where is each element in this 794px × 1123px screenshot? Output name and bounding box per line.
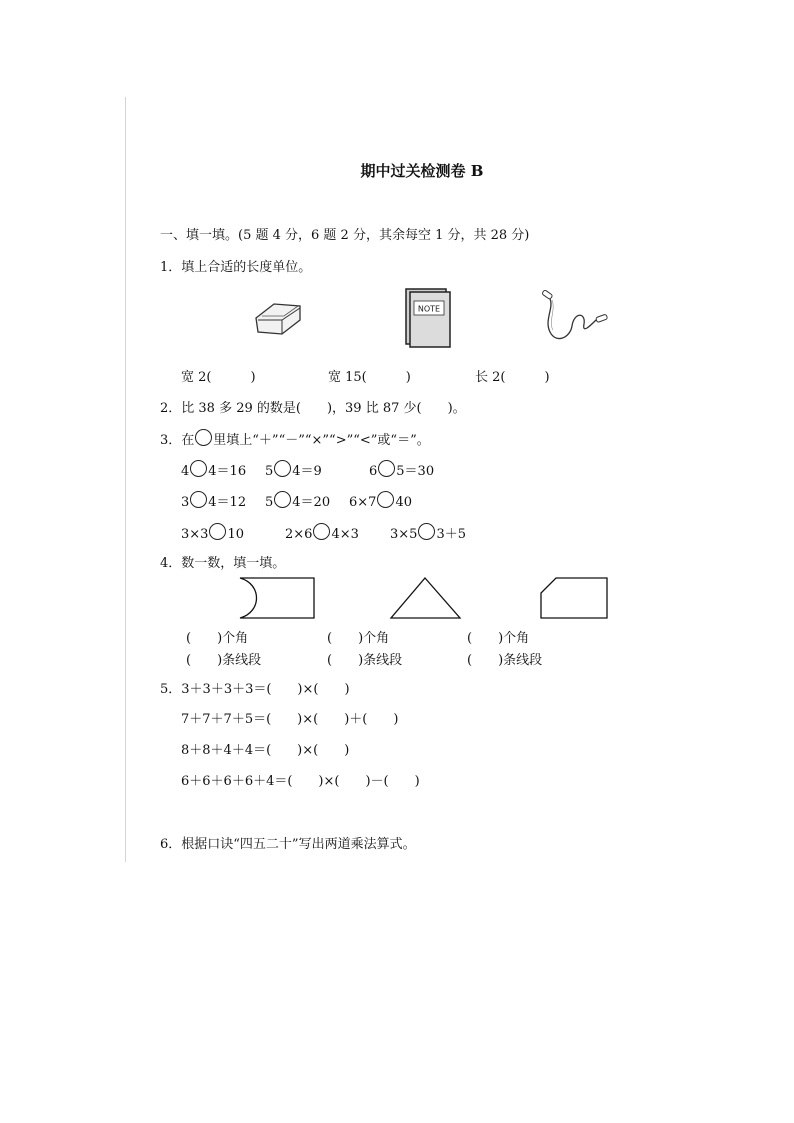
question-1-answer-rope: 长 2( ) [475, 370, 550, 385]
notebook-icon [404, 287, 452, 349]
q3-expr: 3×5 3＋5 [390, 523, 466, 542]
question-4-prompt: 4．数一数，填一填。 [160, 556, 286, 571]
question-3-prompt: 3．在 里填上“＋”“－”“×”“>”“<”或“＝”。 [160, 429, 430, 448]
question-5-line-4: 6＋6＋6＋6＋4＝( )×( )－( ) [181, 774, 420, 789]
question-1-prompt: 1．填上合适的长度单位。 [160, 260, 312, 275]
jump-rope-icon [540, 290, 610, 346]
question-1-answer-eraser: 宽 2( ) [181, 370, 256, 385]
q4-segment-blank-1: ( )条线段 [186, 653, 262, 668]
q4-angle-blank-2: ( )个角 [327, 631, 390, 646]
question-5-line-2: 7＋7＋7＋5＝( )×( )＋( ) [181, 712, 399, 727]
notebook-cover-text: NOTE [417, 304, 441, 314]
section-heading: 一、填一填。(5 题 4 分，6 题 2 分，其余每空 1 分，共 28 分) [160, 228, 530, 243]
q4-angle-blank-1: ( )个角 [186, 631, 249, 646]
q3-expr: 3×3 10 [181, 523, 244, 542]
q3-expr: 5 4＝20 [265, 491, 330, 510]
answer-circle[interactable] [378, 460, 395, 477]
q3-expr: 3 4＝12 [181, 491, 246, 510]
triangle-figure [388, 576, 464, 622]
pentagon-figure [538, 576, 610, 622]
q3-expr: 6 5＝30 [369, 460, 434, 479]
q3-expr: 6×7 40 [349, 491, 412, 510]
answer-circle[interactable] [418, 523, 435, 540]
answer-circle[interactable] [190, 460, 207, 477]
q3-expr: 5 4＝9 [265, 460, 322, 479]
q4-segment-blank-2: ( )条线段 [327, 653, 403, 668]
curved-shape-figure [238, 576, 318, 622]
answer-circle[interactable] [209, 523, 226, 540]
answer-circle[interactable] [190, 491, 207, 508]
q4-angle-blank-3: ( )个角 [467, 631, 530, 646]
page-title: 期中过关检测卷 B [360, 162, 484, 180]
circle-blank-icon [195, 429, 212, 446]
answer-circle[interactable] [274, 460, 291, 477]
question-5-line-3: 8＋8＋4＋4＝( )×( ) [181, 743, 350, 758]
q3-expr: 4 4＝16 [181, 460, 246, 479]
eraser-icon [252, 298, 304, 338]
answer-circle[interactable] [313, 523, 330, 540]
answer-circle[interactable] [274, 491, 291, 508]
question-5-line-1: 5．3＋3＋3＋3＝( )×( ) [160, 682, 350, 697]
answer-circle[interactable] [377, 491, 394, 508]
question-6: 6．根据口诀“四五二十”写出两道乘法算式。 [160, 837, 416, 852]
question-1-answer-notebook: 宽 15( ) [328, 370, 411, 385]
question-2: 2．比 38 多 29 的数是( )，39 比 87 少( )。 [160, 401, 466, 416]
q4-segment-blank-3: ( )条线段 [467, 653, 543, 668]
q3-expr: 2×6 4×3 [285, 523, 359, 542]
page-margin-line [125, 97, 126, 862]
